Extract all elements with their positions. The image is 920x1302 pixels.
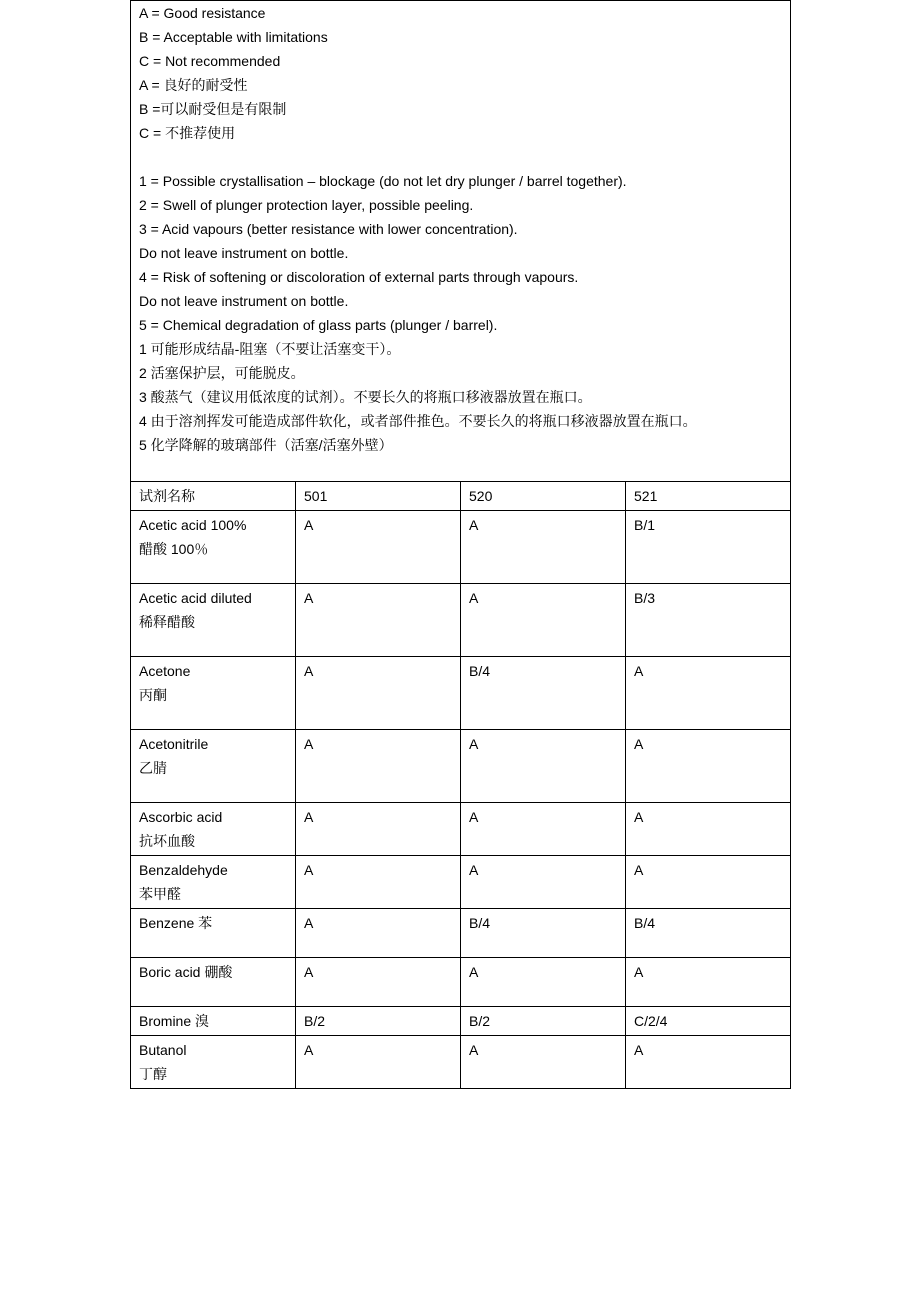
rating-501: A [296,803,461,856]
chemical-compatibility-table [130,0,791,1089]
reagent-name-cn: 抗坏血酸 [139,833,195,849]
legend-note-5-en: 5 = Chemical degradation of glass parts (plunger / barrel). [139,317,498,333]
reagent-name-en: Acetonitrile [139,736,209,752]
reagent-name-cell [131,584,296,657]
rating-501: A [296,958,461,1007]
rating-501: A [296,1036,461,1089]
rating-501: A [296,909,461,958]
legend-note-2-en: 2 = Swell of plunger protection layer, possible peeling. [139,197,474,213]
rating-521: B/1 [626,511,791,584]
reagent-name-cell [131,657,296,730]
reagent-name-en: Ascorbic acid [139,809,223,825]
table-row [131,1036,791,1089]
rating-520: B/4 [461,909,626,958]
rating-501: A [296,511,461,584]
reagent-name-en: Butanol [139,1042,187,1058]
table-row [131,657,791,730]
table-row [131,909,791,958]
reagent-name-cell [131,856,296,909]
reagent-name-cell [131,1036,296,1089]
reagent-name-cn: 乙腈 [139,760,167,776]
rating-521: A [626,958,791,1007]
header-reagent-name: 试剂名称 [131,482,296,511]
rating-520: A [461,856,626,909]
legend-note-3-cn: 3 酸蒸气（建议用低浓度的试剂）。不要长久的将瓶口移液器放置在瓶口。 [139,389,592,405]
table-row [131,958,791,1007]
rating-520: A [461,958,626,1007]
legend-note-4-en: 4 = Risk of softening or discoloration of external parts through vapours. [139,269,579,285]
reagent-name-en: Acetone [139,663,191,679]
rating-521: A [626,1036,791,1089]
header-521: 521 [626,482,791,511]
legend-spacer [139,145,782,169]
legend-note-3-en: 3 = Acid vapours (better resistance with lower concentration). [139,221,518,237]
header-501: 501 [296,482,461,511]
reagent-name-en: Benzaldehyde [139,862,228,878]
legend-note-4-extra-en: Do not leave instrument on bottle. [139,293,349,309]
reagent-name-cell [131,958,296,1007]
rating-520: A [461,803,626,856]
legend-note-5-cn: 5 化学降解的玻璃部件（活塞/活塞外壁） [139,437,393,453]
rating-501: A [296,657,461,730]
reagent-name-en: Acetic acid diluted [139,590,252,606]
legend-note-1-cn: 1 可能形成结晶-阻塞（不要让活塞变干）。 [139,341,401,357]
rating-520: A [461,584,626,657]
table-row [131,511,791,584]
legend-note-1-en: 1 = Possible crystallisation – blockage (do not let dry plunger / barrel together). [139,173,627,189]
table-row [131,1007,791,1036]
legend-note-3-extra-en: Do not leave instrument on bottle. [139,245,349,261]
legend-cell [131,1,791,482]
rating-521: B/3 [626,584,791,657]
header-520: 520 [461,482,626,511]
rating-501: A [296,730,461,803]
rating-521: A [626,657,791,730]
reagent-name-cell [131,730,296,803]
reagent-name-cn: 丙酮 [139,687,167,703]
rating-521: A [626,856,791,909]
rating-520: A [461,730,626,803]
legend-note-2-cn: 2 活塞保护层，可能脱皮。 [139,365,305,381]
reagent-name-en: Boric acid 硼酸 [139,964,233,980]
legend-rating-b-cn: B =可以耐受但是有限制 [139,101,287,117]
reagent-name-cell [131,511,296,584]
legend-rating-b-en: B = Acceptable with limitations [139,29,328,45]
table-row [131,584,791,657]
reagent-name-cn: 稀释醋酸 [139,614,195,630]
legend-rating-c-en: C = Not recommended [139,53,281,69]
reagent-name-cn: 丁醇 [139,1066,167,1082]
rating-501: B/2 [296,1007,461,1036]
rating-521: B/4 [626,909,791,958]
legend-rating-a-en: A = Good resistance [139,5,266,21]
reagent-name-cell [131,909,296,958]
rating-521: A [626,803,791,856]
legend-note-4-cn: 4 由于溶剂挥发可能造成部件软化，或者部件推色。不要长久的将瓶口移液器放置在瓶口。 [139,413,697,429]
reagent-name-cn: 醋酸 100％ [139,541,209,557]
rating-520: A [461,1036,626,1089]
legend-rating-a-cn: A = 良好的耐受性 [139,77,248,93]
table-row [131,803,791,856]
table-row [131,730,791,803]
reagent-name-en: Benzene 苯 [139,915,213,931]
reagent-name-cell [131,1007,296,1036]
legend-rating-c-cn: C = 不推荐使用 [139,125,236,141]
rating-521: C/2/4 [626,1007,791,1036]
reagent-name-cn: 苯甲醛 [139,886,181,902]
table-header-row [131,482,791,511]
reagent-name-en: Acetic acid 100% [139,517,247,533]
reagent-name-cell [131,803,296,856]
rating-501: A [296,856,461,909]
rating-521: A [626,730,791,803]
rating-520: A [461,511,626,584]
rating-520: B/4 [461,657,626,730]
table-row [131,856,791,909]
rating-501: A [296,584,461,657]
rating-520: B/2 [461,1007,626,1036]
reagent-name-en: Bromine 溴 [139,1013,210,1029]
